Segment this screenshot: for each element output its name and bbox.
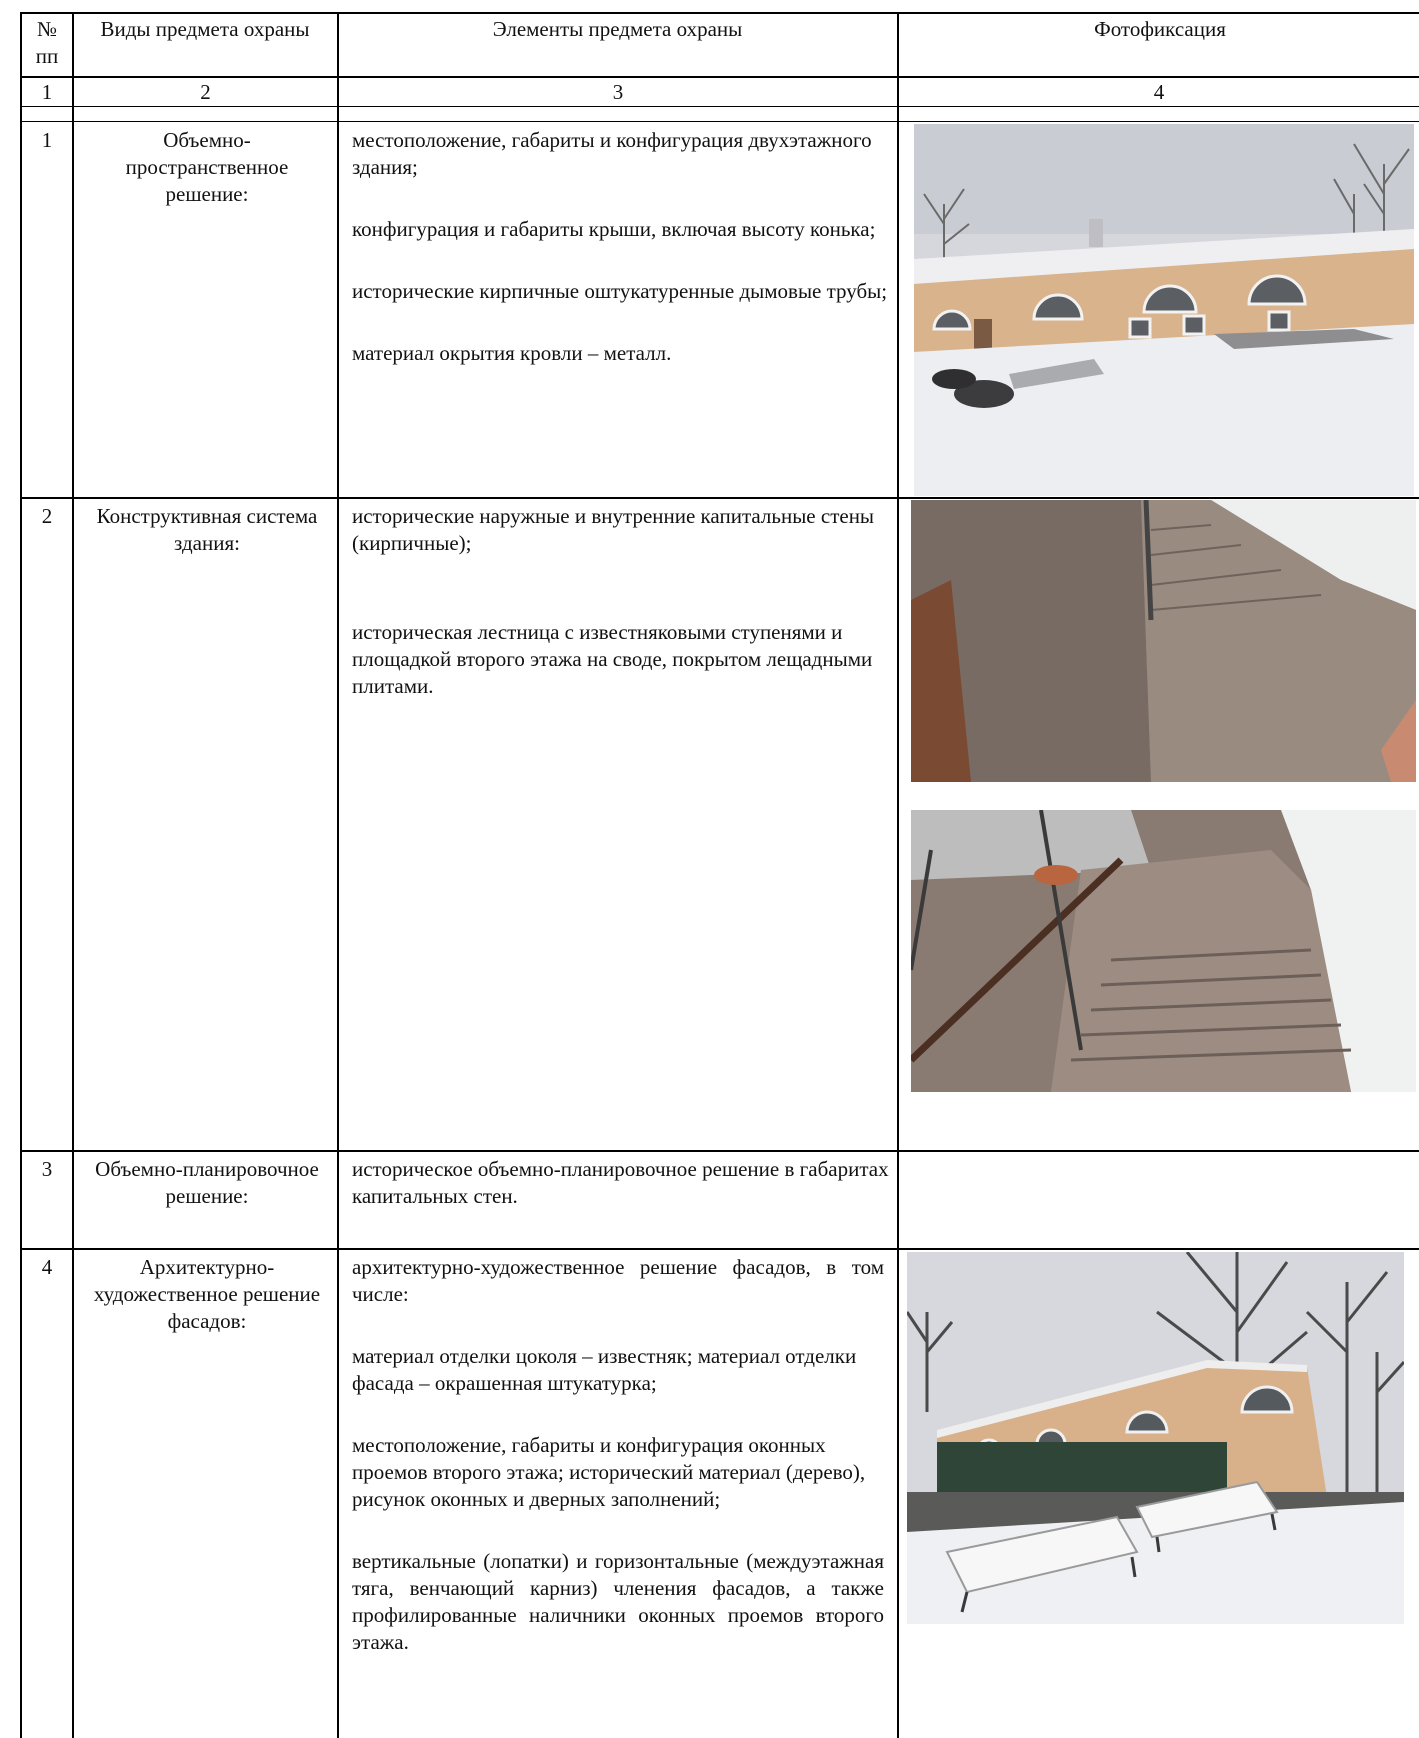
column-number-2: 2	[200, 80, 211, 104]
row-1-elements	[352, 127, 892, 367]
row-2-elements	[352, 503, 892, 700]
row-1-element-1: местоположение, габариты и конфигурация двухэтажного здания;	[352, 128, 872, 179]
row-1-element-2: конфигурация и габариты крыши, включая высоту конька;	[352, 217, 876, 241]
row-4-element-3: местоположение, габариты и конфигурация оконных проемов второго этажа; исторический материал (дерево), рисунок оконных и дверных заполнений;	[352, 1433, 866, 1511]
photo-staircase-flight	[911, 810, 1416, 1092]
row-4-element-4: вертикальные (лопатки) и горизонтальные (междуэтажная тяга, венчающий карниз) членения фасадов, а также профилированные наличники оконных проемов второго этажа.	[352, 1549, 884, 1654]
row-3-number: 3	[41, 1157, 53, 1181]
row-4-elements	[352, 1254, 884, 1656]
row-2-kind: Конструктивная система здания:	[96, 504, 318, 555]
header-photo: Фотофиксация	[1094, 17, 1226, 41]
header-number: № пп	[35, 17, 59, 68]
row-1-number: 1	[41, 128, 53, 152]
row-3-elements	[352, 1156, 892, 1210]
photo-staircase-top	[911, 500, 1416, 782]
column-number-3: 3	[612, 80, 624, 104]
header-kind: Виды предмета охраны	[100, 17, 310, 41]
row-4-number: 4	[41, 1255, 53, 1279]
row-1-kind: Объемно-пространственное решение:	[125, 128, 289, 206]
column-number-4: 4	[1153, 80, 1165, 104]
row-1-element-3: исторические кирпичные оштукатуренные дымовые трубы;	[352, 279, 888, 303]
photo-facade-with-benches	[907, 1252, 1404, 1624]
row-4-element-2: материал отделки цоколя – известняк; материал отделки фасада – окрашенная штукатурка;	[352, 1344, 857, 1395]
row-1-element-4: материал окрытия кровли – металл.	[352, 341, 672, 365]
row-2-element-2: историческая лестница с известняковыми ступенями и площадкой второго этажа на своде, покрытом лещадными плитами.	[352, 620, 873, 698]
row-2-element-1: исторические наружные и внутренние капитальные стены (кирпичные);	[352, 504, 875, 555]
row-3-element-1: историческое объемно-планировочное решение в габаритах капитальных стен.	[352, 1157, 889, 1208]
header-elements: Элементы предмета охраны	[492, 17, 743, 41]
photo-building-winter-courtyard	[914, 124, 1414, 496]
row-4-kind: Архитектурно-художественное решение фасадов:	[93, 1255, 321, 1333]
row-2-number: 2	[41, 504, 53, 528]
column-number-1: 1	[41, 80, 53, 104]
row-3-kind: Объемно-планировочное решение:	[95, 1157, 319, 1208]
row-4-element-1: архитектурно-художественное решение фасадов, в том числе:	[352, 1255, 884, 1306]
